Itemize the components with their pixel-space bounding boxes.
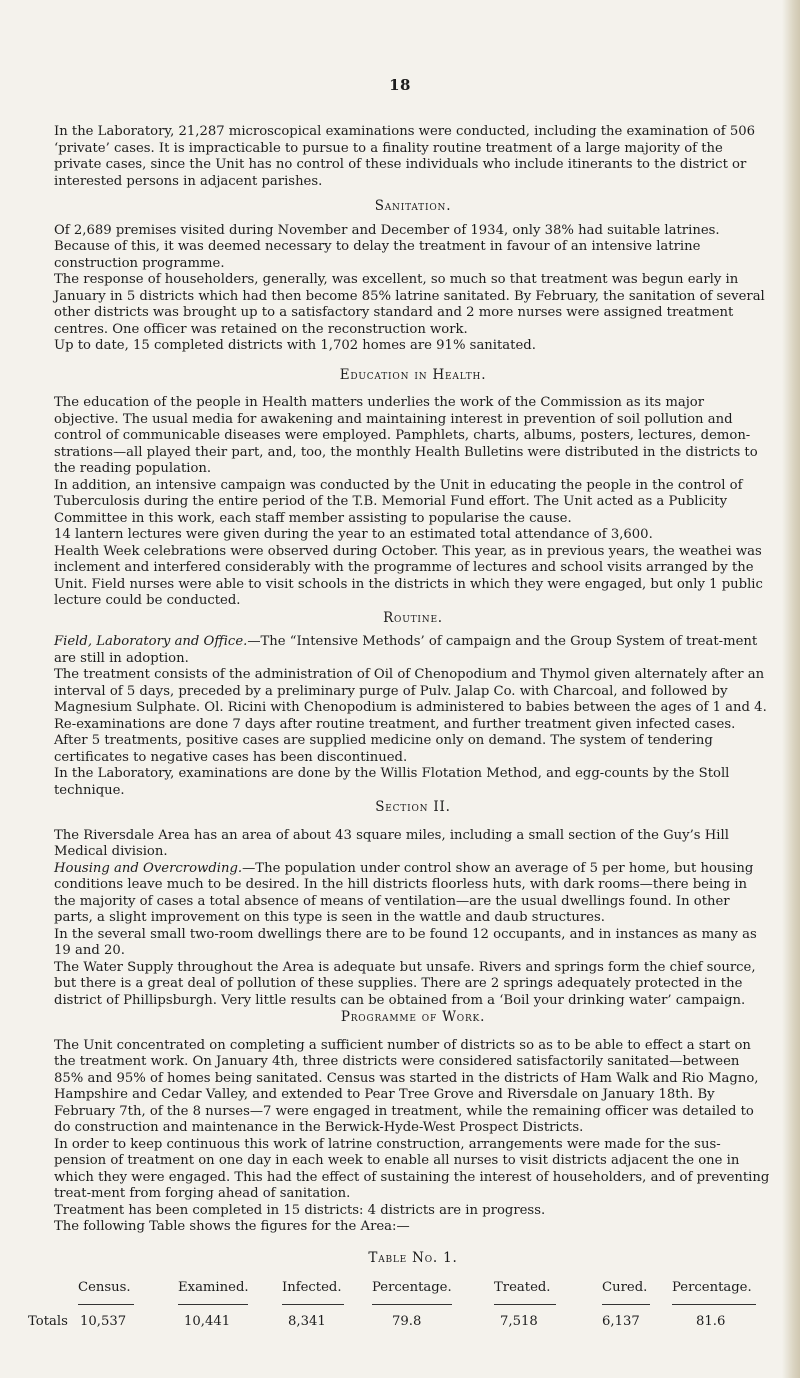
routine-paragraph-3: In the Laboratory, examinations are done by the Willis Flotation Method, and egg-counts by the Stoll technique. [54,766,730,798]
table-header-rule [672,1304,756,1305]
programme-paragraph-1: The Unit concentrated on completing a sufficient number of districts so as to be able to effect a start on the treatment work. On January 4th, three districts were considered satisfactorily sanitated—between 85% and 95% of homes being sanitated. Census was started in the districts of Ham Walk and Rio Magno, Hampshire and Cedar Valley, and extended to Pear Tree Grove and Riversdale on January 18th. By February 7th, of the 8 nurses—7 were engaged in treatment, while the remaining officer was detailed to do construction and maintenance in the Berwick-Hyde-West Prospect Districts. [54,1037,759,1135]
programme-paragraph-3: Treatment has been completed in 15 districts: 4 districts are in progress. [54,1202,546,1218]
sanitation-paragraph-1: Of 2,689 premises visited during November and December of 1934, only 38% had suitable latrines. Because of this, it was deemed necessary to delay the treatment in favour of an intensive latrine construction programme. [54,222,720,271]
routine-paragraph-1 [54,634,772,667]
education-paragraph-3: 14 lantern lectures were given during the year to an estimated total attendance of 3,600. [54,527,653,542]
table-header-rule [602,1304,650,1305]
programme-paragraph-4: The following Table shows the figures for the Area:— [54,1219,410,1234]
table-header-rule [282,1304,344,1305]
table-cell-percentage-cured: 81.6 [696,1314,726,1329]
table-title: Table No. 1. [368,1249,458,1266]
table-header-percentage: Percentage. [372,1280,452,1295]
section-2-paragraph-2-text: —The population under control show an average of 5 per home, but housing conditions leave much to be desired. In the hill districts floorless huts, with dark rooms—there being in the majority of cases a total absence of means of ventilation—are the usual dwellings found. In other parts, a slight improvement on this type is seen in the wattle and daub structures. [54,860,754,925]
page-number: 18 [389,76,411,94]
programme-paragraph-2: In order to keep continuous this work of latrine construction, arrangements were made for the sus-pension of treatment on one day in each week to enable all nurses to visit districts adjacent the one in which they were engaged. This had the effect of sustaining the interest of householders, and of preventing treat-ment from forging ahead of sanitation. [54,1136,770,1201]
programme-heading: Programme of Work. [340,1009,486,1025]
routine-paragraph-2: The treatment consists of the administration of Oil of Chenopodium and Thymol given alternately after an interval of 5 days, preceded by a preliminary purge of Pulv. Jalap Co. with Charcoal, and followed by Magnesium Sulphate. Ol. Ricini with Chenopodium is administered to babies between the ages of 1 and 4. Re-examinations are done 7 days after routine treatment, and further treatment given infected cases. After 5 treatments, positive cases are supplied medicine only on demand. The system of tendering certificates to negative cases has been discontinued. [54,667,767,765]
laboratory-paragraph: In the Laboratory, 21,287 microscopical examinations were conducted, including the examination of 506 ‘private’ cases. It is impracticable to pursue to a finality routine treatment of a large majority of the private cases, since the Unit has no control of these individuals who include itinerants to the district or interested persons in adjacent parishes. [54,124,756,189]
sanitation-heading: Sanitation. [374,198,452,214]
page-edge-shadow [782,0,800,1378]
table-row-label: Totals [28,1314,68,1329]
table-header-census: Census. [78,1280,131,1295]
table-cell-cured: 6,137 [602,1314,640,1329]
table-header-treated: Treated. [494,1280,551,1295]
sanitation-paragraph-2: The response of householders, generally, was excellent, so much so that treatment was begun early in January in 5 districts which had then become 85% latrine sanitated. By February, the sanitation of several other districts was brought up to a satisfactory standard and 2 more nurses were assigned treatment centres. One officer was retained on the reconstruction work. [54,272,765,337]
results-table [28,1280,772,1340]
table-header-cured: Cured. [602,1280,648,1295]
table-cell-percentage: 79.8 [392,1314,422,1329]
table-cell-examined: 10,441 [184,1314,231,1329]
section-2-paragraph-3: In the several small two-room dwellings there are to be found 12 occupants, and in instances as many as 19 and 20. [54,926,757,958]
document-body [28,124,772,1340]
section-2-paragraph-4: The Water Supply throughout the Area is adequate but unsafe. Rivers and springs form the chief source, but there is a great deal of pollution of these supplies. There are 2 springs adequately protected in the district of Phillipsburgh. Very little results can be obtained from a ‘Boil your drinking water’ campaign. [54,959,756,1008]
table-cell-infected: 8,341 [288,1314,326,1329]
table-header-rule [372,1304,452,1305]
routine-heading: Routine. [383,609,443,626]
education-paragraph-2: In addition, an intensive campaign was conducted by the Unit in educating the people in the control of Tuberculosis during the entire period of the T.B. Memorial Fund effort. The Unit acted as a Publicity Committee in this work, each staff member assisting to popularise the cause. [54,477,743,526]
table-cell-census: 10,537 [80,1314,127,1329]
table-cell-treated: 7,518 [500,1314,538,1329]
education-paragraph-1: The education of the people in Health matters underlies the work of the Commission as its major objective. The usual media for awakening and maintaining interest in prevention of soil pollution and control of communicable diseases were employed. Pamphlets, charts, albums, posters, lectures, demon-strations—all played their part, and, too, the monthly Health Bulletins were distributed in the districts to the reading population. [54,395,758,476]
sanitation-paragraph-3: Up to date, 15 completed districts with 1,702 homes are 91% sanitated. [54,338,536,353]
table-header-percentage-cured: Percentage. [672,1280,752,1295]
table-header-infected: Infected. [282,1280,342,1295]
education-paragraph-4: Health Week celebrations were observed during October. This year, as in previous years, the weathei was inclement and interfered considerably with the programme of lectures and school visits arranged by the Unit. Field nurses were able to visit schools in the districts in which they were engaged, but only 1 public lecture could be conducted. [54,543,763,608]
section-2-paragraph-2 [54,861,772,927]
table-header-rule [178,1304,248,1305]
table-header-rule [494,1304,556,1305]
routine-paragraph-1-text: —The “Intensive Methods’ of campaign and the Group System of treat-ment are still in adoption. [54,634,758,666]
section-2-heading: Section II. [375,799,451,815]
section-2-paragraph-1: The Riversdale Area has an area of about 43 square miles, including a small section of the Guy’s Hill Medical division. [54,827,729,859]
table-header-rule [78,1304,134,1305]
education-heading: Education in Health. [339,366,487,383]
routine-subheading: Field, Laboratory and Office. [54,634,248,649]
housing-subheading: Housing and Overcrowding. [54,860,243,876]
table-header-examined: Examined. [178,1280,249,1295]
